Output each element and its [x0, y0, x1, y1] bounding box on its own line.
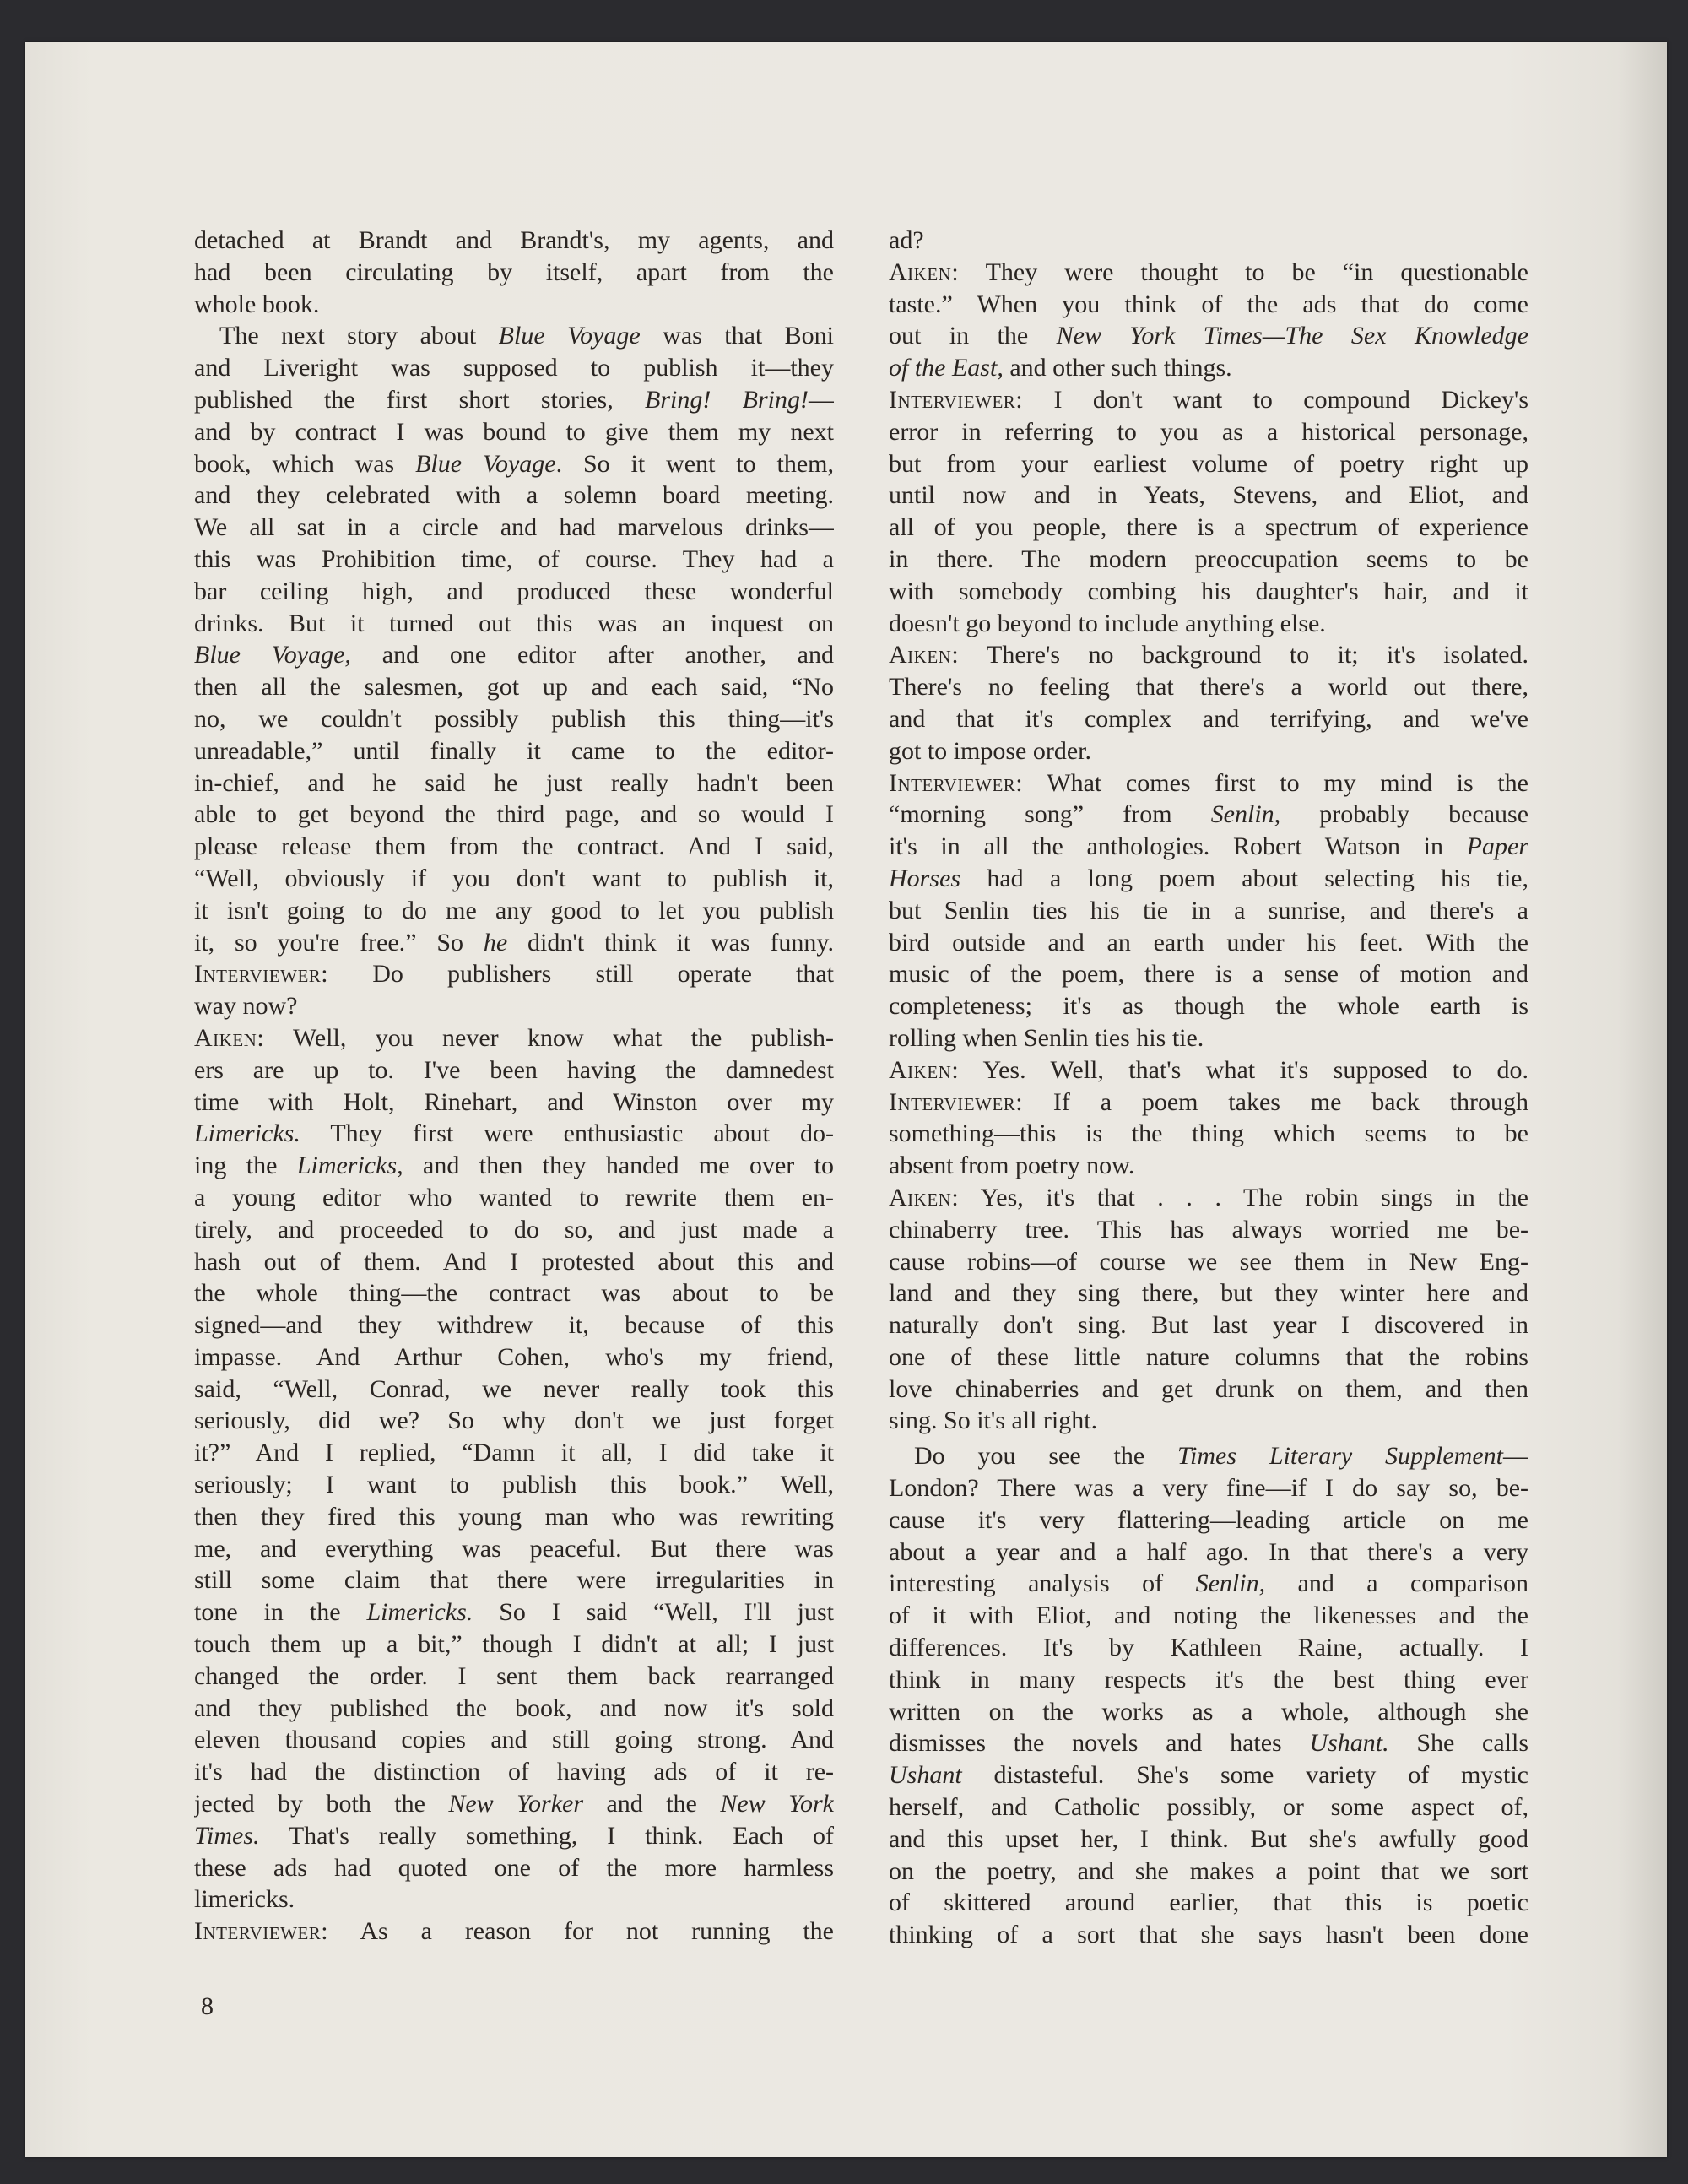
italic-title: Limericks. [366, 1598, 473, 1627]
text-run: on the poetry, and she makes a point that we sort [889, 1856, 1528, 1885]
text-line [889, 1309, 1528, 1341]
text-run: it's in all the anthologies. Robert Watson in [889, 832, 1467, 861]
text-run: naturally don't sing. But last year I discovered in [889, 1311, 1528, 1340]
text-line [194, 1629, 834, 1661]
text-line [194, 1693, 834, 1725]
text-run: it isn't going to do me any good to let you publish [194, 896, 834, 924]
text-line [889, 863, 1528, 895]
italic-title: Paper [1466, 832, 1528, 861]
text-run: changed the order. I sent them back rearranged [194, 1661, 834, 1690]
text-line [194, 767, 834, 799]
italic-title: Horses [889, 864, 961, 892]
text-run: probably because [1280, 800, 1528, 829]
text-run: doesn't go beyond to include anything else. [889, 609, 1326, 637]
text-line [194, 608, 834, 640]
text-run: this was Prohibition time, of course. They had a [194, 545, 834, 573]
italic-title: New York [720, 1790, 834, 1818]
text-line [194, 927, 834, 959]
text-run: signed—and they withdrew it, because of this [194, 1311, 834, 1340]
text-line [889, 1856, 1528, 1888]
text-line [194, 512, 834, 544]
text-run: eleven thousand copies and still going strong. And [194, 1726, 834, 1754]
text-run: then they fired this young man who was rewriting [194, 1502, 834, 1531]
text-run: chinaberry tree. This has always worried me be- [889, 1215, 1528, 1244]
text-run: Well, you never know what the publish- [264, 1023, 834, 1052]
text-run: So I said “Well, I'll just [473, 1598, 834, 1627]
text-line [194, 958, 834, 990]
text-run: jected by both the [194, 1790, 449, 1818]
text-run: distasteful. She's some variety of mystic [961, 1761, 1528, 1790]
text-run: it's had the distinction of having ads of it re- [194, 1758, 834, 1786]
italic-title: Blue Voyage [498, 322, 641, 350]
text-line [889, 1054, 1528, 1087]
speaker-label: Interviewer: [194, 1917, 329, 1946]
text-run: with somebody combing his daughter's hair, and it [889, 577, 1528, 605]
text-line [194, 990, 834, 1022]
text-run: something—this is the thing which seems to be [889, 1119, 1528, 1148]
text-run: all of you people, there is a spectrum of experience [889, 513, 1528, 542]
text-line [889, 480, 1528, 512]
speaker-label: Interviewer: [889, 768, 1024, 797]
speaker-label: Interviewer: [194, 960, 329, 989]
text-run: What comes first to my mind is the [1023, 768, 1528, 797]
text-run: able to get beyond the third page, and so would I [194, 800, 834, 829]
text-run: sing. So it's all right. [889, 1406, 1098, 1435]
text-line [889, 1504, 1528, 1536]
text-line [889, 1118, 1528, 1150]
text-line [889, 1887, 1528, 1919]
text-line [194, 799, 834, 831]
text-run: unreadable,” until finally it came to the editor- [194, 736, 834, 765]
text-run: and the [583, 1790, 721, 1818]
text-line [194, 1214, 834, 1246]
text-line [194, 1341, 834, 1374]
text-line [194, 1788, 834, 1820]
text-line [889, 927, 1528, 959]
text-line [889, 735, 1528, 767]
text-run: and then they handed me over to [403, 1152, 834, 1180]
text-run: touch them up a bit,” though I didn't at all; I just [194, 1630, 834, 1659]
text-line [194, 1277, 834, 1309]
text-run: whole book. [194, 290, 320, 318]
italic-title: Ushant. [1309, 1729, 1389, 1758]
text-run: “Well, obviously if you don't want to publish it, [194, 864, 834, 892]
text-run: and Liveright was supposed to publish it—they [194, 354, 834, 382]
text-run: detached at Brandt and Brandt's, my agents, and [194, 226, 834, 254]
text-line [889, 1696, 1528, 1728]
text-line [889, 512, 1528, 544]
italic-title: Bring! Bring! [645, 385, 809, 414]
page-number: 8 [201, 1992, 214, 2020]
text-line [194, 416, 834, 448]
text-line [889, 1919, 1528, 1951]
text-run: herself, and Catholic possibly, or some aspect of, [889, 1793, 1528, 1822]
text-run: and by contract I was bound to give them my next [194, 417, 834, 446]
text-line [889, 384, 1528, 416]
speaker-label: Aiken: [889, 1183, 960, 1211]
text-line [889, 544, 1528, 576]
text-line [194, 1469, 834, 1501]
text-line [194, 1437, 834, 1469]
text-line [194, 289, 834, 321]
text-run: London? There was a very fine—if I do say so, be- [889, 1474, 1528, 1503]
text-run: differences. It's by Kathleen Raine, actually. I [889, 1634, 1528, 1662]
text-line [889, 1182, 1528, 1214]
text-line [194, 576, 834, 608]
speaker-label: Aiken: [194, 1023, 265, 1052]
text-run: . So it went to them, [555, 449, 834, 478]
text-line [889, 352, 1528, 384]
text-run: rolling when Senlin ties his tie. [889, 1023, 1204, 1052]
text-run: please release them from the contract. And I said, [194, 832, 834, 861]
text-run: said, “Well, Conrad, we never really took this [194, 1374, 834, 1403]
text-line [889, 767, 1528, 799]
text-run: error in referring to you as a historical personage, [889, 417, 1528, 446]
text-line [194, 1118, 834, 1150]
text-run: There's no background to it; it's isolated. [959, 641, 1528, 669]
text-run: land and they sing there, but they winter here and [889, 1279, 1528, 1308]
text-run: thinking of a sort that she says hasn't been done [889, 1921, 1528, 1949]
text-line [194, 863, 834, 895]
text-run: but from your earliest volume of poetry right up [889, 449, 1528, 478]
text-line [889, 671, 1528, 703]
text-line [194, 1501, 834, 1533]
text-run: If a poem takes me back through [1023, 1087, 1528, 1116]
text-line [889, 799, 1528, 831]
italic-title: Times Literary Supplement [1177, 1442, 1504, 1471]
text-line [194, 1150, 834, 1182]
text-line [194, 1374, 834, 1406]
text-line [889, 958, 1528, 990]
text-run: They were thought to be “in questionable [959, 257, 1528, 286]
text-run: time with Holt, Rinehart, and Winston over my [194, 1087, 834, 1116]
text-run: and other such things. [1003, 354, 1232, 382]
text-run: ers are up to. I've been having the damnedest [194, 1055, 834, 1084]
text-run: think in many respects it's the best thing ever [889, 1665, 1528, 1694]
text-line [889, 320, 1528, 352]
text-line [194, 1852, 834, 1884]
text-run: seriously; I want to publish this book.” Well, [194, 1471, 834, 1499]
text-run: There's no feeling that there's a world out there, [889, 673, 1528, 702]
text-line [194, 1309, 834, 1341]
text-line [194, 480, 834, 512]
text-line [194, 1087, 834, 1119]
text-run: was that Boni [640, 322, 834, 350]
text-line [194, 703, 834, 735]
text-run: We all sat in a circle and had marvelous drinks— [194, 513, 834, 542]
text-run: in-chief, and he said he just really hadn't been [194, 768, 834, 797]
text-line [889, 1150, 1528, 1182]
text-line [889, 639, 1528, 671]
text-line [889, 895, 1528, 927]
text-run: That's really something, I think. Each of [259, 1821, 834, 1850]
text-line [194, 225, 834, 257]
text-run: and this upset her, I think. But she's awfully good [889, 1824, 1528, 1853]
text-line [194, 671, 834, 703]
text-run: absent from poetry now. [889, 1152, 1135, 1180]
text-run: the whole thing—the contract was about to be [194, 1279, 834, 1308]
text-line [194, 257, 834, 289]
text-line [889, 448, 1528, 480]
text-run: had a long poem about selecting his tie, [960, 864, 1528, 892]
italic-title: Ushant [889, 1761, 962, 1790]
text-line [194, 1883, 834, 1916]
text-run: until now and in Yeats, Stevens, and Eliot, and [889, 481, 1528, 510]
text-run: got to impose order. [889, 736, 1091, 765]
text-run: ad? [889, 226, 924, 254]
text-run: way now? [194, 992, 298, 1021]
text-line [889, 1214, 1528, 1246]
italic-title: Limericks. [194, 1119, 300, 1148]
text-line [889, 1087, 1528, 1119]
text-line [889, 1727, 1528, 1759]
text-run: taste.” When you think of the ads that do come [889, 290, 1528, 318]
text-run: of it with Eliot, and noting the likenesses and the [889, 1601, 1528, 1630]
text-line [194, 1022, 834, 1054]
text-run: a young editor who wanted to rewrite them en- [194, 1183, 834, 1211]
speaker-label: Aiken: [889, 257, 960, 286]
text-run: didn't think it was funny. [507, 928, 834, 957]
text-run: tone in the [194, 1598, 367, 1627]
text-run: cause robins—of course we see them in New Eng- [889, 1247, 1528, 1276]
italic-title: Senlin, [1210, 800, 1281, 829]
right-text-column [889, 225, 1528, 1951]
text-run: Do you see the [914, 1442, 1177, 1471]
text-line [194, 1756, 834, 1788]
speaker-label: Aiken: [889, 1055, 960, 1084]
text-line [889, 1600, 1528, 1632]
left-text-column [194, 225, 834, 1948]
italic-title: Senlin, [1195, 1569, 1266, 1598]
text-run: in there. The modern preoccupation seems to be [889, 545, 1528, 573]
text-line [889, 1405, 1528, 1437]
text-line [889, 1632, 1528, 1664]
text-run: cause it's very flattering—leading article on me [889, 1505, 1528, 1534]
text-run: love chinaberries and get drunk on them, and then [889, 1374, 1528, 1403]
text-run: it?” And I replied, “Damn it all, I did take it [194, 1439, 834, 1467]
text-line [889, 1664, 1528, 1696]
text-run: dismisses the novels and hates [889, 1729, 1310, 1758]
text-run: written on the works as a whole, although she [889, 1697, 1528, 1726]
text-line [889, 416, 1528, 448]
text-run: had been circulating by itself, apart from the [194, 257, 834, 286]
italic-title: Blue Voyage, [194, 641, 351, 669]
text-line [194, 639, 834, 671]
text-line [889, 1022, 1528, 1054]
text-line [194, 320, 834, 352]
text-run: “morning song” from [889, 800, 1211, 829]
text-run: and a comparison [1265, 1569, 1528, 1598]
text-run: As a reason for not running the [328, 1917, 834, 1946]
text-run: and one editor after another, and [350, 641, 834, 669]
text-run: completeness; it's as though the whole earth is [889, 992, 1528, 1021]
text-run: one of these little nature columns that the robins [889, 1342, 1528, 1371]
text-run: book, which was [194, 449, 416, 478]
italic-title: Times. [194, 1821, 260, 1850]
italic-title: he [483, 928, 508, 957]
text-line [889, 1440, 1528, 1472]
text-run: of skittered around earlier, that this is poetic [889, 1889, 1528, 1917]
text-run: ing the [194, 1152, 297, 1180]
text-line [194, 384, 834, 416]
italic-title: Blue Voyage [415, 449, 556, 478]
text-line [889, 1374, 1528, 1406]
text-run: bar ceiling high, and produced these wonderful [194, 577, 834, 605]
text-line [194, 1661, 834, 1693]
text-line [194, 1246, 834, 1278]
text-run: Do publishers still operate that [328, 960, 834, 989]
text-line [194, 1724, 834, 1756]
text-run: Yes, it's that . . . The robin sings in the [959, 1183, 1528, 1211]
text-run: but Senlin ties his tie in a sunrise, and there's a [889, 896, 1528, 924]
text-run: tirely, and proceeded to do so, and just made a [194, 1215, 834, 1244]
text-line [194, 895, 834, 927]
text-run: drinks. But it turned out this was an inquest on [194, 609, 834, 637]
text-line [194, 1596, 834, 1629]
italic-title: Limericks, [296, 1152, 403, 1180]
text-line [889, 1277, 1528, 1309]
text-run: music of the poem, there is a sense of motion and [889, 960, 1528, 989]
text-run: no, we couldn't possibly publish this thing—it's [194, 704, 834, 733]
text-run: and they celebrated with a solemn board meeting. [194, 481, 834, 510]
text-run: The next story about [219, 322, 499, 350]
text-line [194, 352, 834, 384]
text-run: seriously, did we? So why don't we just forget [194, 1406, 834, 1435]
text-line [194, 1916, 834, 1948]
text-run: these ads had quoted one of the more harmless [194, 1853, 834, 1882]
text-run: about a year and a half ago. In that there's a very [889, 1537, 1528, 1566]
text-run: Yes. Well, that's what it's supposed to do. [959, 1055, 1528, 1084]
text-line [889, 608, 1528, 640]
text-run: out in the [889, 322, 1057, 350]
text-run: and that it's complex and terrifying, and we've [889, 704, 1528, 733]
text-line [194, 735, 834, 767]
text-run: it, so you're free.” So [194, 928, 484, 957]
text-line [889, 289, 1528, 321]
text-run: — [809, 385, 834, 414]
text-line [889, 831, 1528, 863]
text-line [889, 703, 1528, 735]
text-line [889, 990, 1528, 1022]
text-line [889, 1472, 1528, 1504]
text-line [194, 1564, 834, 1596]
text-line [194, 448, 834, 480]
text-line [889, 257, 1528, 289]
text-line [889, 1759, 1528, 1791]
text-run: then all the salesmen, got up and each said, “No [194, 673, 834, 702]
text-run: still some claim that there were irregularities in [194, 1566, 834, 1595]
speaker-label: Interviewer: [889, 1087, 1024, 1116]
text-line [889, 1246, 1528, 1278]
text-line [194, 544, 834, 576]
text-line [889, 225, 1528, 257]
text-line [889, 1536, 1528, 1569]
italic-title: of the East, [889, 354, 1004, 382]
text-line [194, 1054, 834, 1087]
text-run: They first were enthusiastic about do- [300, 1119, 834, 1148]
text-run: bird outside and an earth under his feet. With the [889, 928, 1528, 957]
text-run: and they published the book, and now it's sold [194, 1694, 834, 1722]
speaker-label: Aiken: [889, 641, 960, 669]
text-run: — [1503, 1442, 1528, 1471]
text-line [194, 831, 834, 863]
text-run: interesting analysis of [889, 1569, 1196, 1598]
text-run: published the first short stories, [194, 385, 646, 414]
italic-title: New York Times—The Sex Knowledge [1056, 322, 1528, 350]
text-line [194, 1182, 834, 1214]
text-line [194, 1820, 834, 1852]
text-line [889, 1568, 1528, 1600]
book-page [25, 42, 1667, 2157]
speaker-label: Interviewer: [889, 385, 1024, 414]
text-line [194, 1405, 834, 1437]
text-line [889, 576, 1528, 608]
text-run: impasse. And Arthur Cohen, who's my friend, [194, 1342, 834, 1371]
text-run: me, and everything was peaceful. But there was [194, 1534, 834, 1563]
text-run: hash out of them. And I protested about this and [194, 1247, 834, 1276]
text-line [889, 1824, 1528, 1856]
italic-title: New Yorker [448, 1790, 584, 1818]
text-line [889, 1341, 1528, 1374]
text-run: limericks. [194, 1885, 295, 1914]
text-run: I don't want to compound Dickey's [1023, 385, 1528, 414]
text-line [194, 1533, 834, 1565]
text-line [889, 1791, 1528, 1824]
text-run: She calls [1388, 1729, 1528, 1758]
